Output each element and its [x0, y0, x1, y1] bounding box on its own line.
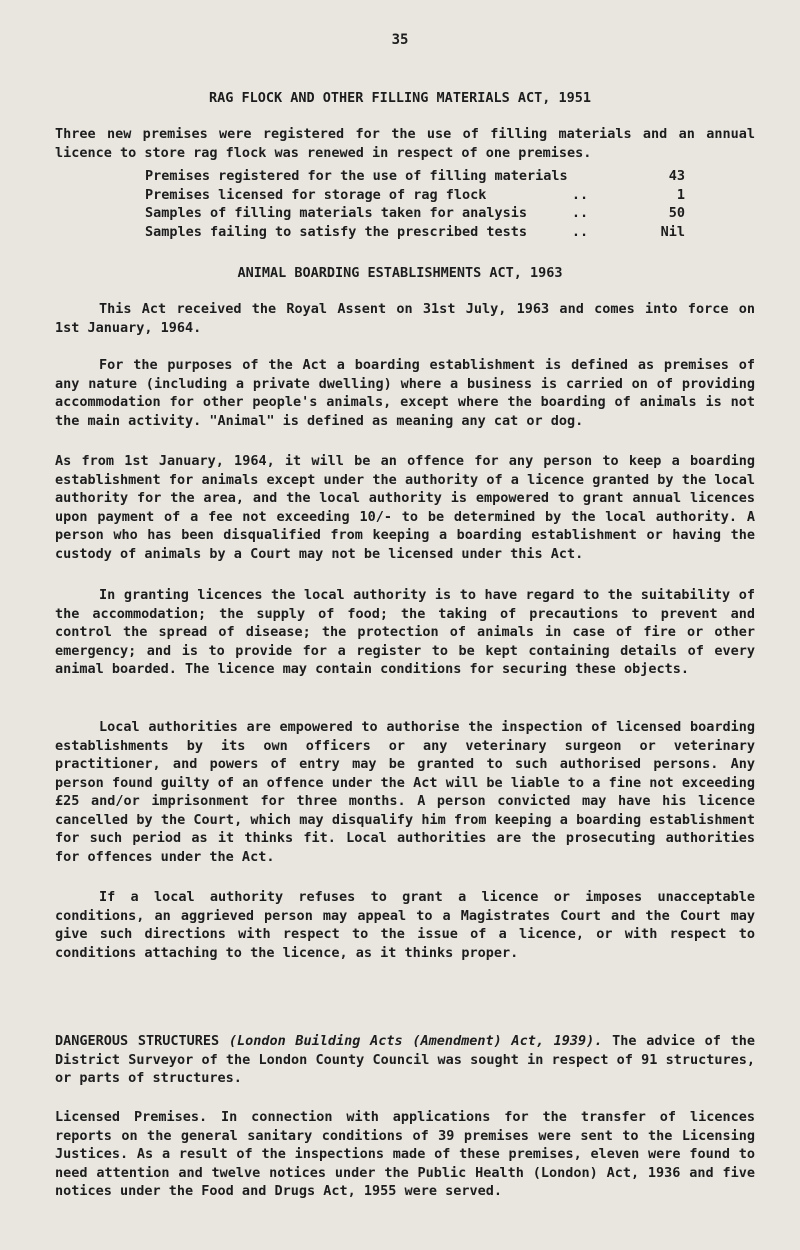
table-row — [145, 167, 685, 186]
animal-boarding-paragraph-1: This Act received the Royal Assent on 31st July, 1963 and comes into force on 1st January, 1964. — [55, 301, 755, 336]
dangerous-structures-text: The advice of the District Surveyor of the London County Council was sought in respect of 91 structures, or parts of structures. — [55, 1033, 755, 1086]
row-label: Samples failing to satisfy the prescribed tests — [145, 223, 528, 240]
row-leader: .. — [571, 223, 589, 240]
row-label: Samples of filling materials taken for analysis — [145, 205, 528, 221]
dangerous-structures-lead: DANGEROUS STRUCTURES — [55, 1033, 220, 1049]
licensed-premises-lead: Licensed Premises. — [55, 1109, 208, 1125]
rag-flock-heading: RAG FLOCK AND OTHER FILLING MATERIALS ACT, 1951 — [208, 90, 591, 106]
row-value: 50 — [668, 205, 685, 221]
animal-boarding-paragraph-5: Local authorities are empowered to authorise the inspection of licensed boarding establishments by its own officers or any veterinary surgeon or veterinary practitioner, and powers of entry may be granted to such authorised persons. Any person found guilty of an offence under the Act will be liable to a fine not exceeding £25 and/or imprisonment for three months. A person convicted may have his licence cancelled by the Court, which may disqualify him from keeping a boarding establishment for such period as it thinks fit. Local authorities are the prosecuting authorities for offences under the Act. — [55, 719, 755, 865]
rag-flock-table — [145, 167, 685, 241]
row-value: Nil — [660, 223, 685, 240]
table-row — [145, 204, 685, 223]
row-value: 43 — [668, 168, 685, 184]
animal-boarding-paragraph-3: As from 1st January, 1964, it will be an offence for any person to keep a boarding establishment for animals except under the authority of a licence granted by the local authority for the area, and the local authority is empowered to grant annual licences upon payment of a fee not exceeding 10/- to be determined by the local authority. A person who has been disqualified from keeping a boarding establishment or having the custody of animals by a Court may not be licensed under this Act. — [55, 453, 755, 562]
page-number: 35 — [391, 32, 409, 48]
licensed-premises-paragraph — [55, 1108, 755, 1201]
row-label: Premises licensed for storage of rag flock — [145, 186, 487, 203]
row-leader: .. — [571, 205, 589, 221]
animal-boarding-paragraph-2: For the purposes of the Act a boarding establishment is defined as premises of any nature (including a private dwelling) where a business is carried on of providing accommodation for other people's animals, except where the boarding of animals is not the main activity. "Animal" is defined as meaning any cat or dog. — [55, 357, 755, 429]
table-row — [145, 186, 685, 205]
row-label: Premises registered for the use of filling materials — [145, 168, 568, 184]
row-value: 1 — [676, 186, 685, 203]
animal-boarding-paragraph-6: If a local authority refuses to grant a licence or imposes unacceptable conditions, an aggrieved person may appeal to a Magistrates Court and the Court may give such directions with respect to the issue of a licence, or with respect to conditions attaching to the licence, as it thinks proper. — [55, 889, 755, 961]
dangerous-structures-act: (London Building Acts (Amendment) Act, 1939). — [228, 1033, 603, 1049]
animal-boarding-paragraph-4: In granting licences the local authority is to have regard to the suitability of the accommodation; the supply of food; the taking of precautions to prevent and control the spread of disease; the protection of animals in case of fire or other emergency; and is to provide for a register to be kept containing details of every animal boarded. The licence may contain conditions for securing these objects. — [55, 587, 755, 677]
table-row — [145, 223, 685, 242]
row-leader: .. — [571, 186, 589, 203]
rag-flock-intro: Three new premises were registered for the use of filling materials and an annual licence to store rag flock was renewed in respect of one premises. — [55, 126, 755, 161]
animal-boarding-heading: ANIMAL BOARDING ESTABLISHMENTS ACT, 1963 — [237, 265, 563, 281]
dangerous-structures-paragraph — [55, 1032, 755, 1088]
licensed-premises-text: In connection with applications for the transfer of licences reports on the general sanitary conditions of 39 premises were sent to the Licensing Justices. As a result of the inspections made of these premises, eleven were found to need attention and twelve notices under the Public Health (London) Act, 1936 and five notices under the Food and Drugs Act, 1955 were served. — [55, 1109, 755, 1199]
